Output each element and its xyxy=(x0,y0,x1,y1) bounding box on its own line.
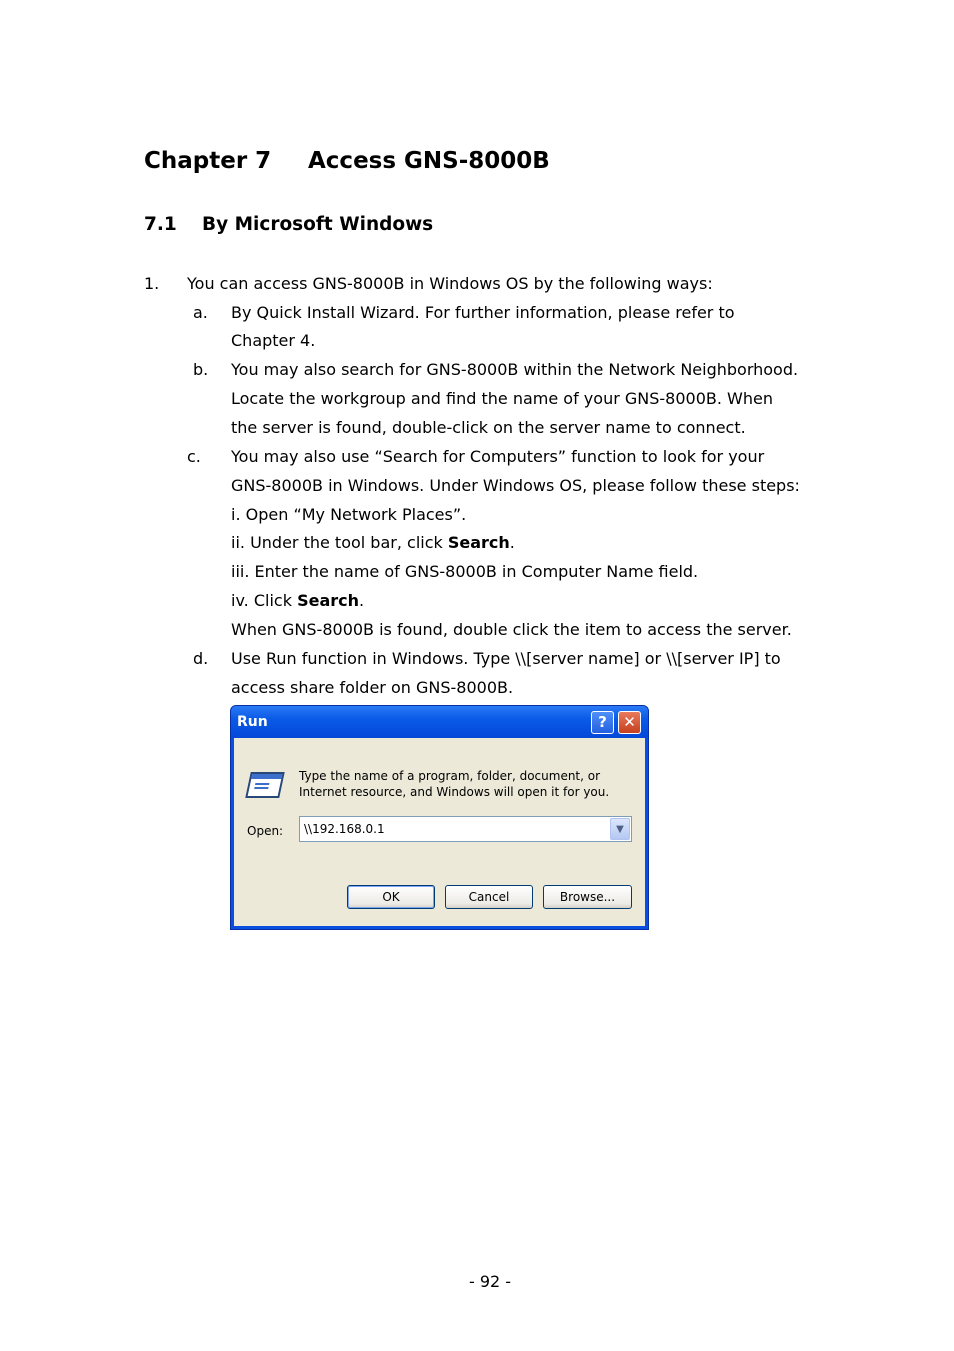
page-number: - 92 - xyxy=(468,1272,512,1291)
section-number: 7.1 xyxy=(144,214,177,235)
run-description-line2: Internet resource, and Windows will open it for you. xyxy=(299,785,610,799)
close-button[interactable]: ✕ xyxy=(618,711,641,734)
ok-button[interactable]: OK xyxy=(347,885,435,909)
list-item-c-line2: GNS-8000B in Windows. Under Windows OS, please follow these steps: xyxy=(231,476,800,495)
step-ii-text: ii. Under the tool bar, click xyxy=(231,533,448,552)
list-item-c-after: When GNS-8000B is found, double click the item to access the server. xyxy=(231,620,792,639)
list-item-a-line1: By Quick Install Wizard. For further information, please refer to xyxy=(231,303,735,322)
open-label: Open: xyxy=(247,824,284,838)
step-iii: iii. Enter the name of GNS-8000B in Computer Name field. xyxy=(231,562,699,581)
chapter-title xyxy=(144,148,550,174)
list-marker-c: c. xyxy=(187,447,201,466)
step-iv xyxy=(231,591,364,611)
run-description-line1: Type the name of a program, folder, document, or xyxy=(299,769,601,783)
step-iv-suffix: . xyxy=(359,591,365,610)
list-item-d-line1: Use Run function in Windows. Type \\[server name] or \\[server IP] to xyxy=(231,649,781,668)
run-dialog-body xyxy=(234,738,645,926)
list-item-1: You can access GNS-8000B in Windows OS by the following ways: xyxy=(187,274,713,293)
step-ii-bold: Search xyxy=(447,533,510,552)
list-marker-a: a. xyxy=(193,303,208,322)
run-description xyxy=(299,768,609,800)
run-dialog-titlebar[interactable] xyxy=(231,706,648,738)
list-marker-1: 1. xyxy=(144,274,160,293)
open-input[interactable]: \\192.168.0.1 xyxy=(299,816,632,842)
browse-button[interactable]: Browse... xyxy=(543,885,632,909)
step-iv-text: iv. Click xyxy=(231,591,298,610)
list-marker-d: d. xyxy=(193,649,209,668)
section-title xyxy=(144,214,433,235)
step-i: i. Open “My Network Places”. xyxy=(231,505,467,524)
step-ii-suffix: . xyxy=(509,533,515,552)
list-item-b-line2: Locate the workgroup and find the name of your GNS-8000B. When xyxy=(231,389,773,408)
list-item-c-line1: You may also use “Search for Computers” function to look for your xyxy=(231,447,765,466)
list-item-d-line2: access share folder on GNS-8000B. xyxy=(231,678,514,697)
list-item-a-line2: Chapter 4. xyxy=(231,331,316,350)
section-name: By Microsoft Windows xyxy=(202,214,434,235)
list-item-b-line3: the server is found, double-click on the server name to connect. xyxy=(231,418,746,437)
list-marker-b: b. xyxy=(193,360,209,379)
chapter-name: Access GNS-8000B xyxy=(308,148,550,174)
step-iv-bold: Search xyxy=(297,591,359,610)
run-dialog xyxy=(230,705,649,930)
step-ii xyxy=(231,533,515,553)
run-icon xyxy=(245,772,285,798)
help-button[interactable]: ? xyxy=(591,711,614,734)
chevron-down-icon[interactable]: ▼ xyxy=(610,818,630,840)
list-item-b-line1: You may also search for GNS-8000B within the Network Neighborhood. xyxy=(231,360,799,379)
run-dialog-title: Run xyxy=(237,714,268,730)
chapter-number: Chapter 7 xyxy=(144,148,272,174)
cancel-button[interactable]: Cancel xyxy=(445,885,533,909)
